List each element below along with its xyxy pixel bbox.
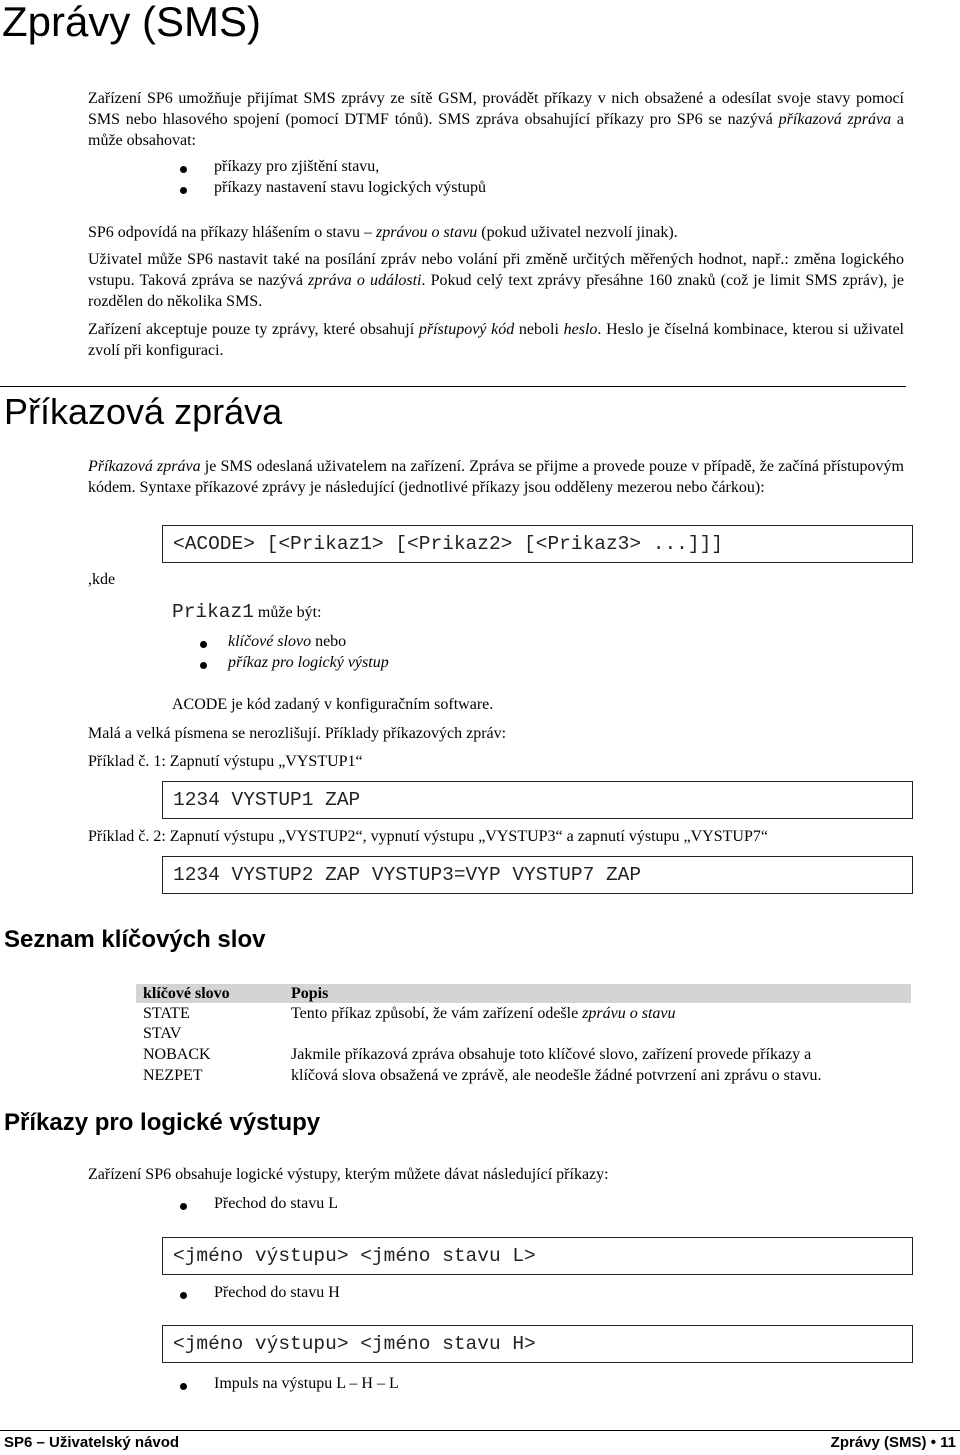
option-logic-command: příkaz pro logický výstup (228, 654, 389, 671)
footer-manual-title: SP6 – Uživatelský návod (4, 1434, 180, 1451)
acode-note: ACODE je kód zadaný v konfiguračním software. (172, 696, 494, 713)
table-header-description: Popis (291, 985, 329, 1002)
footer-section-title: Zprávy (SMS) (830, 1434, 927, 1451)
output-item-impulse: Impuls na výstupu L – H – L (214, 1375, 399, 1392)
bullet-icon (180, 187, 187, 194)
output-high-code-box: <jméno výstupu> <jméno stavu H> (162, 1325, 913, 1363)
example-2-label: Příklad č. 2: Zapnutí výstupu „VYSTUP2“, vypnutí výstupu „VYSTUP3“ a zapnutí výstupu „VYSTUP7“ (88, 828, 768, 845)
bullet-icon (180, 1203, 187, 1210)
intro-bullet-1: příkazy pro zjištění stavu, (214, 158, 380, 175)
case-note: Malá a velká písmena se nerozlišují. Příklady příkazových zpráv: (88, 725, 507, 742)
example-1-code-box: 1234 VYSTUP1 ZAP (162, 781, 913, 819)
section-heading-logic-outputs: Příkazy pro logické výstupy (4, 1109, 321, 1136)
footer-rule (0, 1430, 960, 1431)
intro-paragraph-1: Zařízení SP6 umožňuje přijímat SMS zprávy ze sítě GSM, provádět příkazy v nich obsažené a odesílat svoje stavy pomocí SMS nebo hlasového spojení (pomocí DTMF tónů). SMS zpráva obsahující příkazy pro SP6 se nazývá příkazová zpráva a může obsahovat: (88, 90, 905, 149)
section3-intro: Zařízení SP6 obsahuje logické výstupy, kterým můžete dávat následující příkazy: (88, 1166, 609, 1183)
prikaz-definition: Prikaz1 může být: (172, 601, 322, 623)
description-noback-line1: Jakmile příkazová zpráva obsahuje toto klíčové slovo, zařízení provede příkazy a (291, 1046, 812, 1063)
section-divider (0, 386, 906, 387)
output-low-code-box: <jméno výstupu> <jméno stavu L> (162, 1237, 913, 1275)
intro-paragraph-3: Uživatel může SP6 nastavit také na posílání zpráv nebo volání při změně určitých měřených hodnot, např.: změna logického vstupu. Taková zpráva se nazývá zpráva o události. Pokud celý text zprávy přesáhne 160 znaků (což je limit SMS zpráv), je rozdělen do několika SMS. (88, 251, 904, 310)
syntax-code-box: <ACODE> [<Prikaz1> [<Prikaz2> [<Prikaz3> ...]]] (162, 525, 913, 563)
bullet-icon (180, 166, 187, 173)
page-title: Zprávy (SMS) (2, 0, 262, 45)
bullet-icon (200, 662, 207, 669)
intro-bullet-2: příkazy nastavení stavu logických výstupů (214, 179, 486, 196)
keywords-table-header (136, 984, 911, 1003)
section-heading-prikazova-zprava: Příkazová zpráva (4, 391, 283, 432)
bullet-icon (180, 1292, 187, 1299)
bullet-icon (180, 1383, 187, 1390)
keyword-stav: STAV (143, 1025, 182, 1042)
bullet-icon (200, 641, 207, 648)
output-item-low: Přechod do stavu L (214, 1195, 338, 1212)
keyword-noback: NOBACK (143, 1046, 211, 1063)
example-2-code-box: 1234 VYSTUP2 ZAP VYSTUP3=VYP VYSTUP7 ZAP (162, 856, 913, 894)
keyword-nezpet: NEZPET (143, 1067, 203, 1084)
example-1-label: Příklad č. 1: Zapnutí výstupu „VYSTUP1“ (88, 753, 363, 770)
option-keyword: klíčové slovo nebo (228, 633, 347, 650)
description-state: Tento příkaz způsobí, že vám zařízení odešle zprávu o stavu (291, 1005, 676, 1022)
footer-section-page (831, 1434, 956, 1452)
table-header-keyword: klíčové slovo (143, 985, 230, 1002)
intro-paragraph-2: SP6 odpovídá na příkazy hlášením o stavu – zprávou o stavu (pokud uživatel nezvolí jinak). (88, 224, 678, 241)
footer-page-number: 11 (940, 1434, 956, 1451)
output-item-high: Přechod do stavu H (214, 1284, 340, 1301)
footer-separator: • (930, 1434, 936, 1451)
intro-paragraph-4: Zařízení akceptuje pouze ty zprávy, které obsahují přístupový kód neboli heslo. Heslo je číselná kombinace, kterou si uživatel zvolí při konfiguraci. (88, 321, 905, 359)
keyword-state: STATE (143, 1005, 190, 1022)
description-noback-line2: klíčová slova obsažená ve zprávě, ale neodešle žádné potvrzení ani zprávu o stavu. (291, 1067, 822, 1084)
section1-paragraph: Příkazová zpráva je SMS odeslaná uživatelem na zařízení. Zpráva se přijme a provede pouze v případě, že začíná přístupovým kódem. Syntaxe příkazové zprávy je následující (jednotlivé příkazy jsou odděleny mezerou nebo čárkou): (88, 458, 904, 496)
prikaz-code: Prikaz1 (172, 601, 254, 623)
kde-label: ,kde (88, 571, 116, 588)
section-heading-keywords: Seznam klíčových slov (4, 926, 266, 953)
